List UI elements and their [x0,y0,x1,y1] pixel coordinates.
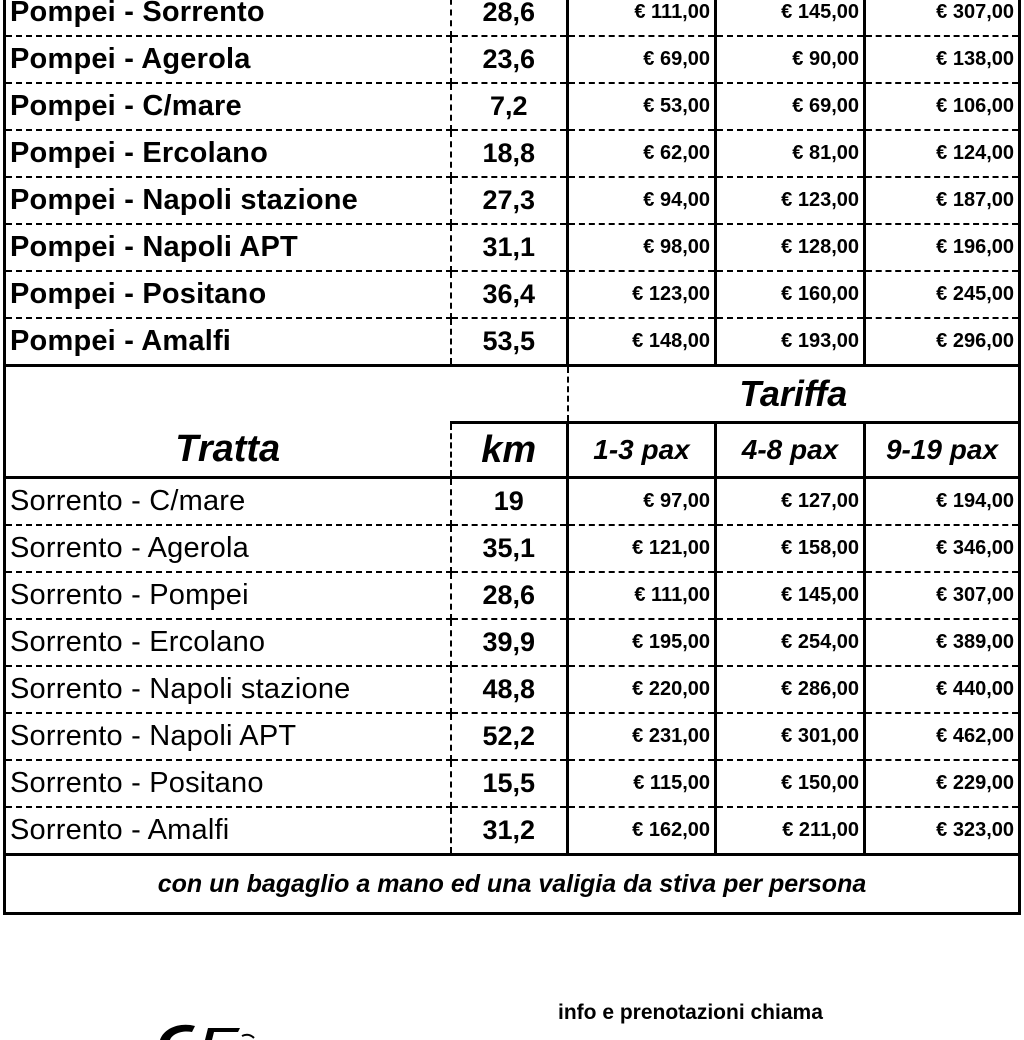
pax-4-8-heading: 4-8 pax [716,423,865,478]
price-1-3-pax: € 98,00 [568,224,716,271]
tariff-table [3,0,1021,915]
price-9-19-pax: € 245,00 [865,271,1020,318]
price-1-3-pax: € 111,00 [568,0,716,36]
route-cell: Pompei - C/mare [5,83,451,130]
route-cell: Pompei - Positano [5,271,451,318]
km-cell: 23,6 [451,36,568,83]
route-cell: Sorrento - C/mare [5,478,451,526]
tariffa-heading: Tariffa [568,366,1020,423]
table-row [5,760,1020,807]
pax-9-19-heading: 9-19 pax [865,423,1020,478]
price-4-8-pax: € 211,00 [716,807,865,855]
price-1-3-pax: € 162,00 [568,807,716,855]
price-1-3-pax: € 220,00 [568,666,716,713]
route-cell: Sorrento - Positano [5,760,451,807]
km-cell: 36,4 [451,271,568,318]
price-1-3-pax: € 111,00 [568,572,716,619]
price-4-8-pax: € 81,00 [716,130,865,177]
route-cell: Pompei - Napoli stazione [5,177,451,224]
price-9-19-pax: € 296,00 [865,318,1020,366]
route-cell: Sorrento - Napoli stazione [5,666,451,713]
baggage-note: con un bagaglio a mano ed una valigia da stiva per persona [5,855,1020,914]
price-4-8-pax: € 286,00 [716,666,865,713]
price-9-19-pax: € 196,00 [865,224,1020,271]
price-9-19-pax: € 323,00 [865,807,1020,855]
route-cell: Pompei - Napoli APT [5,224,451,271]
km-cell: 31,1 [451,224,568,271]
price-9-19-pax: € 389,00 [865,619,1020,666]
route-cell: Pompei - Amalfi [5,318,451,366]
km-cell: 15,5 [451,760,568,807]
price-1-3-pax: € 148,00 [568,318,716,366]
price-9-19-pax: € 106,00 [865,83,1020,130]
table-row [5,36,1020,83]
price-9-19-pax: € 307,00 [865,0,1020,36]
price-9-19-pax: € 124,00 [865,130,1020,177]
table-row [5,666,1020,713]
price-4-8-pax: € 90,00 [716,36,865,83]
tratta-heading: Tratta [5,423,451,478]
price-9-19-pax: € 187,00 [865,177,1020,224]
km-cell: 27,3 [451,177,568,224]
price-4-8-pax: € 150,00 [716,760,865,807]
price-4-8-pax: € 128,00 [716,224,865,271]
price-9-19-pax: € 346,00 [865,525,1020,572]
price-4-8-pax: € 127,00 [716,478,865,526]
table-row [5,130,1020,177]
route-cell: Sorrento - Napoli APT [5,713,451,760]
route-cell: Sorrento - Ercolano [5,619,451,666]
table-row [5,807,1020,855]
route-cell: Pompei - Ercolano [5,130,451,177]
route-cell: Pompei - Agerola [5,36,451,83]
table-row [5,713,1020,760]
km-cell: 52,2 [451,713,568,760]
table-row [5,572,1020,619]
table-row [5,83,1020,130]
table-row [5,0,1020,36]
note-row [5,855,1020,914]
footer-info-text: info e prenotazioni chiama [558,1001,823,1024]
price-9-19-pax: € 229,00 [865,760,1020,807]
route-cell: Sorrento - Agerola [5,525,451,572]
price-4-8-pax: € 193,00 [716,318,865,366]
pax-1-3-heading: 1-3 pax [568,423,716,478]
price-4-8-pax: € 158,00 [716,525,865,572]
price-4-8-pax: € 123,00 [716,177,865,224]
price-9-19-pax: € 194,00 [865,478,1020,526]
route-cell: Pompei - Sorrento [5,0,451,36]
km-cell: 28,6 [451,0,568,36]
route-cell: Sorrento - Amalfi [5,807,451,855]
price-1-3-pax: € 94,00 [568,177,716,224]
table-row [5,478,1020,526]
km-cell: 28,6 [451,572,568,619]
price-1-3-pax: € 97,00 [568,478,716,526]
km-cell: 31,2 [451,807,568,855]
table-row [5,318,1020,366]
table-row [5,177,1020,224]
header-row-columns [5,423,1020,478]
price-1-3-pax: € 231,00 [568,713,716,760]
price-1-3-pax: € 53,00 [568,83,716,130]
header-row-tariffa [5,366,1020,423]
header-blank [5,366,568,423]
price-4-8-pax: € 160,00 [716,271,865,318]
price-1-3-pax: € 115,00 [568,760,716,807]
price-9-19-pax: € 440,00 [865,666,1020,713]
table-row [5,619,1020,666]
price-1-3-pax: € 69,00 [568,36,716,83]
price-4-8-pax: € 69,00 [716,83,865,130]
price-1-3-pax: € 62,00 [568,130,716,177]
price-1-3-pax: € 195,00 [568,619,716,666]
price-4-8-pax: € 145,00 [716,572,865,619]
km-cell: 39,9 [451,619,568,666]
price-9-19-pax: € 307,00 [865,572,1020,619]
price-4-8-pax: € 301,00 [716,713,865,760]
price-4-8-pax: € 145,00 [716,0,865,36]
km-cell: 53,5 [451,318,568,366]
price-1-3-pax: € 121,00 [568,525,716,572]
table-row [5,271,1020,318]
price-1-3-pax: € 123,00 [568,271,716,318]
km-cell: 35,1 [451,525,568,572]
logo-icon [150,1010,270,1040]
price-9-19-pax: € 138,00 [865,36,1020,83]
km-cell: 19 [451,478,568,526]
km-cell: 48,8 [451,666,568,713]
price-4-8-pax: € 254,00 [716,619,865,666]
km-cell: 18,8 [451,130,568,177]
km-heading: km [451,423,568,478]
price-9-19-pax: € 462,00 [865,713,1020,760]
table-row [5,525,1020,572]
km-cell: 7,2 [451,83,568,130]
route-cell: Sorrento - Pompei [5,572,451,619]
table-row [5,224,1020,271]
